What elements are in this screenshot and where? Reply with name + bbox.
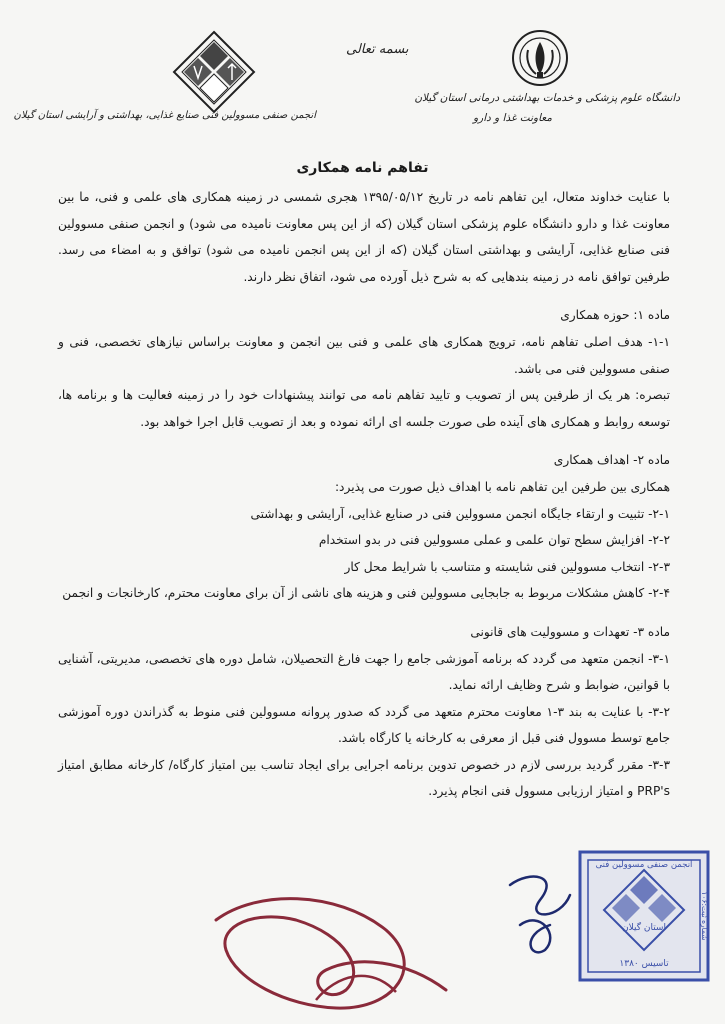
article1-note: تبصره: هر یک از طرفین پس از تصویب و تایید تفاهم نامه می توانند پیشنهادات خود را در زمینه فعالیت ها و برنامه ها، توسعه روابط و همکاری های آینده طی صورت جلسه ای ارائه نموده و بعد از تصویب قابل اجرا خواهد بود.	[58, 388, 670, 429]
stamp-province: استان گیلان	[622, 923, 666, 933]
article3-item: ۳-۱- انجمن متعهد می گردد که برنامه آموزشی جامع را جهت فارغ التحصیلان، شامل دوره های تخصصی، مدیریتی، آشنایی با قوانین، ضوابط و شرح وظایف ارائه نماید.	[58, 651, 670, 693]
article1-heading: ماده ۱: حوزه همکاری	[560, 308, 670, 323]
university-emblem-icon	[510, 28, 570, 88]
document-body	[58, 184, 670, 805]
document-title: تفاهم نامه همکاری	[296, 160, 429, 176]
article3-item: ۳-۲- با عنایت به بند ۳-۱ معاونت محترم متعهد می گردد که صدور پروانه مسوولین فنی منوط به گذراندن دوره آموزشی جامع توسط مسوول فنی قبل از معرفی به کارخانه یا کارگاه باشد.	[58, 704, 670, 746]
article2-item: ۲-۴- کاهش مشکلات مربوط به جابجایی مسوولین فنی و هزینه های ناشی از آن برای معاونت محترم، کارخانجات و انجمن	[62, 586, 670, 601]
stamp-founded: تاسیس ۱۳۸۰	[619, 959, 669, 969]
left-org-name: انجمن صنفی مسوولین فنی صنایع غذایی، بهداشتی و آرایشی استان گیلان	[13, 110, 316, 121]
article2-item: ۲-۲- افزایش سطح توان علمی و عملی مسوولین فنی در بدو استخدام	[318, 533, 670, 548]
article2-item: ۲-۱- تثبیت و ارتقاء جایگاه انجمن مسوولین فنی در صنایع غذایی، آرایشی و بهداشتی	[250, 506, 670, 521]
article2-heading: ماده ۲- اهداف همکاری	[553, 453, 670, 468]
intro-paragraph: با عنایت خداوند متعال، این تفاهم نامه در تاریخ ۱۳۹۵/۰۵/۱۲ هجری شمسی در زمینه همکاری های علمی و فنی، ما بین معاونت غذا و دارو دانشگاه علوم پزشکی استان گیلان (که از این پس معاونت نامیده می شود) و انجمن صنفی مسوولین فنی صنایع غذایی، آرایشی و بهداشتی استان گیلان (که از این پس انجمن نامیده می شود) توافق و به امضاء می رسد. طرفین توافق نامه در زمینه بندهایی که به شرح ذیل آورده می شود، اتفاق نظر دارند.	[58, 190, 670, 284]
association-stamp	[574, 846, 714, 986]
bismillah-heading: بسمه تعالی	[346, 42, 409, 57]
right-org-name: دانشگاه علوم پزشکی و خدمات بهداشتی درمانی استان گیلان	[414, 92, 680, 104]
signature-red	[196, 880, 486, 1020]
stamp-org-name: انجمن صنفی مسوولین فنی	[595, 860, 693, 870]
article2-item: ۲-۳- انتخاب مسوولین فنی شایسته و متناسب با شرایط محل کار	[344, 559, 670, 574]
stamp-reg-no: شماره ثبت:۱۰۶	[700, 891, 709, 941]
article1-item: ۱-۱- هدف اصلی تفاهم نامه، ترویج همکاری های علمی و فنی بین انجمن و معاونت براساس نیازهای تخصصی، فنی و صنفی مسوولین فنی می باشد.	[58, 334, 670, 376]
article3-item: ۳-۳- مقرر گردید بررسی لازم در خصوص تدوین برنامه اجرایی برای ایجاد تناسب بین امتیاز کارگاه/ کارخانه مطابق امتیاز PRP's و امتیاز ارزیابی مسوول فنی انجام پذیرد.	[58, 757, 670, 799]
right-org-subunit: معاونت غذا و دارو	[473, 112, 552, 124]
association-logo-icon	[172, 30, 256, 114]
article2-intro: همکاری بین طرفین این تفاهم نامه با اهداف ذیل صورت می پذیرد:	[334, 479, 670, 494]
article3-heading: ماده ۳- تعهدات و مسوولیت های قانونی	[470, 624, 670, 639]
